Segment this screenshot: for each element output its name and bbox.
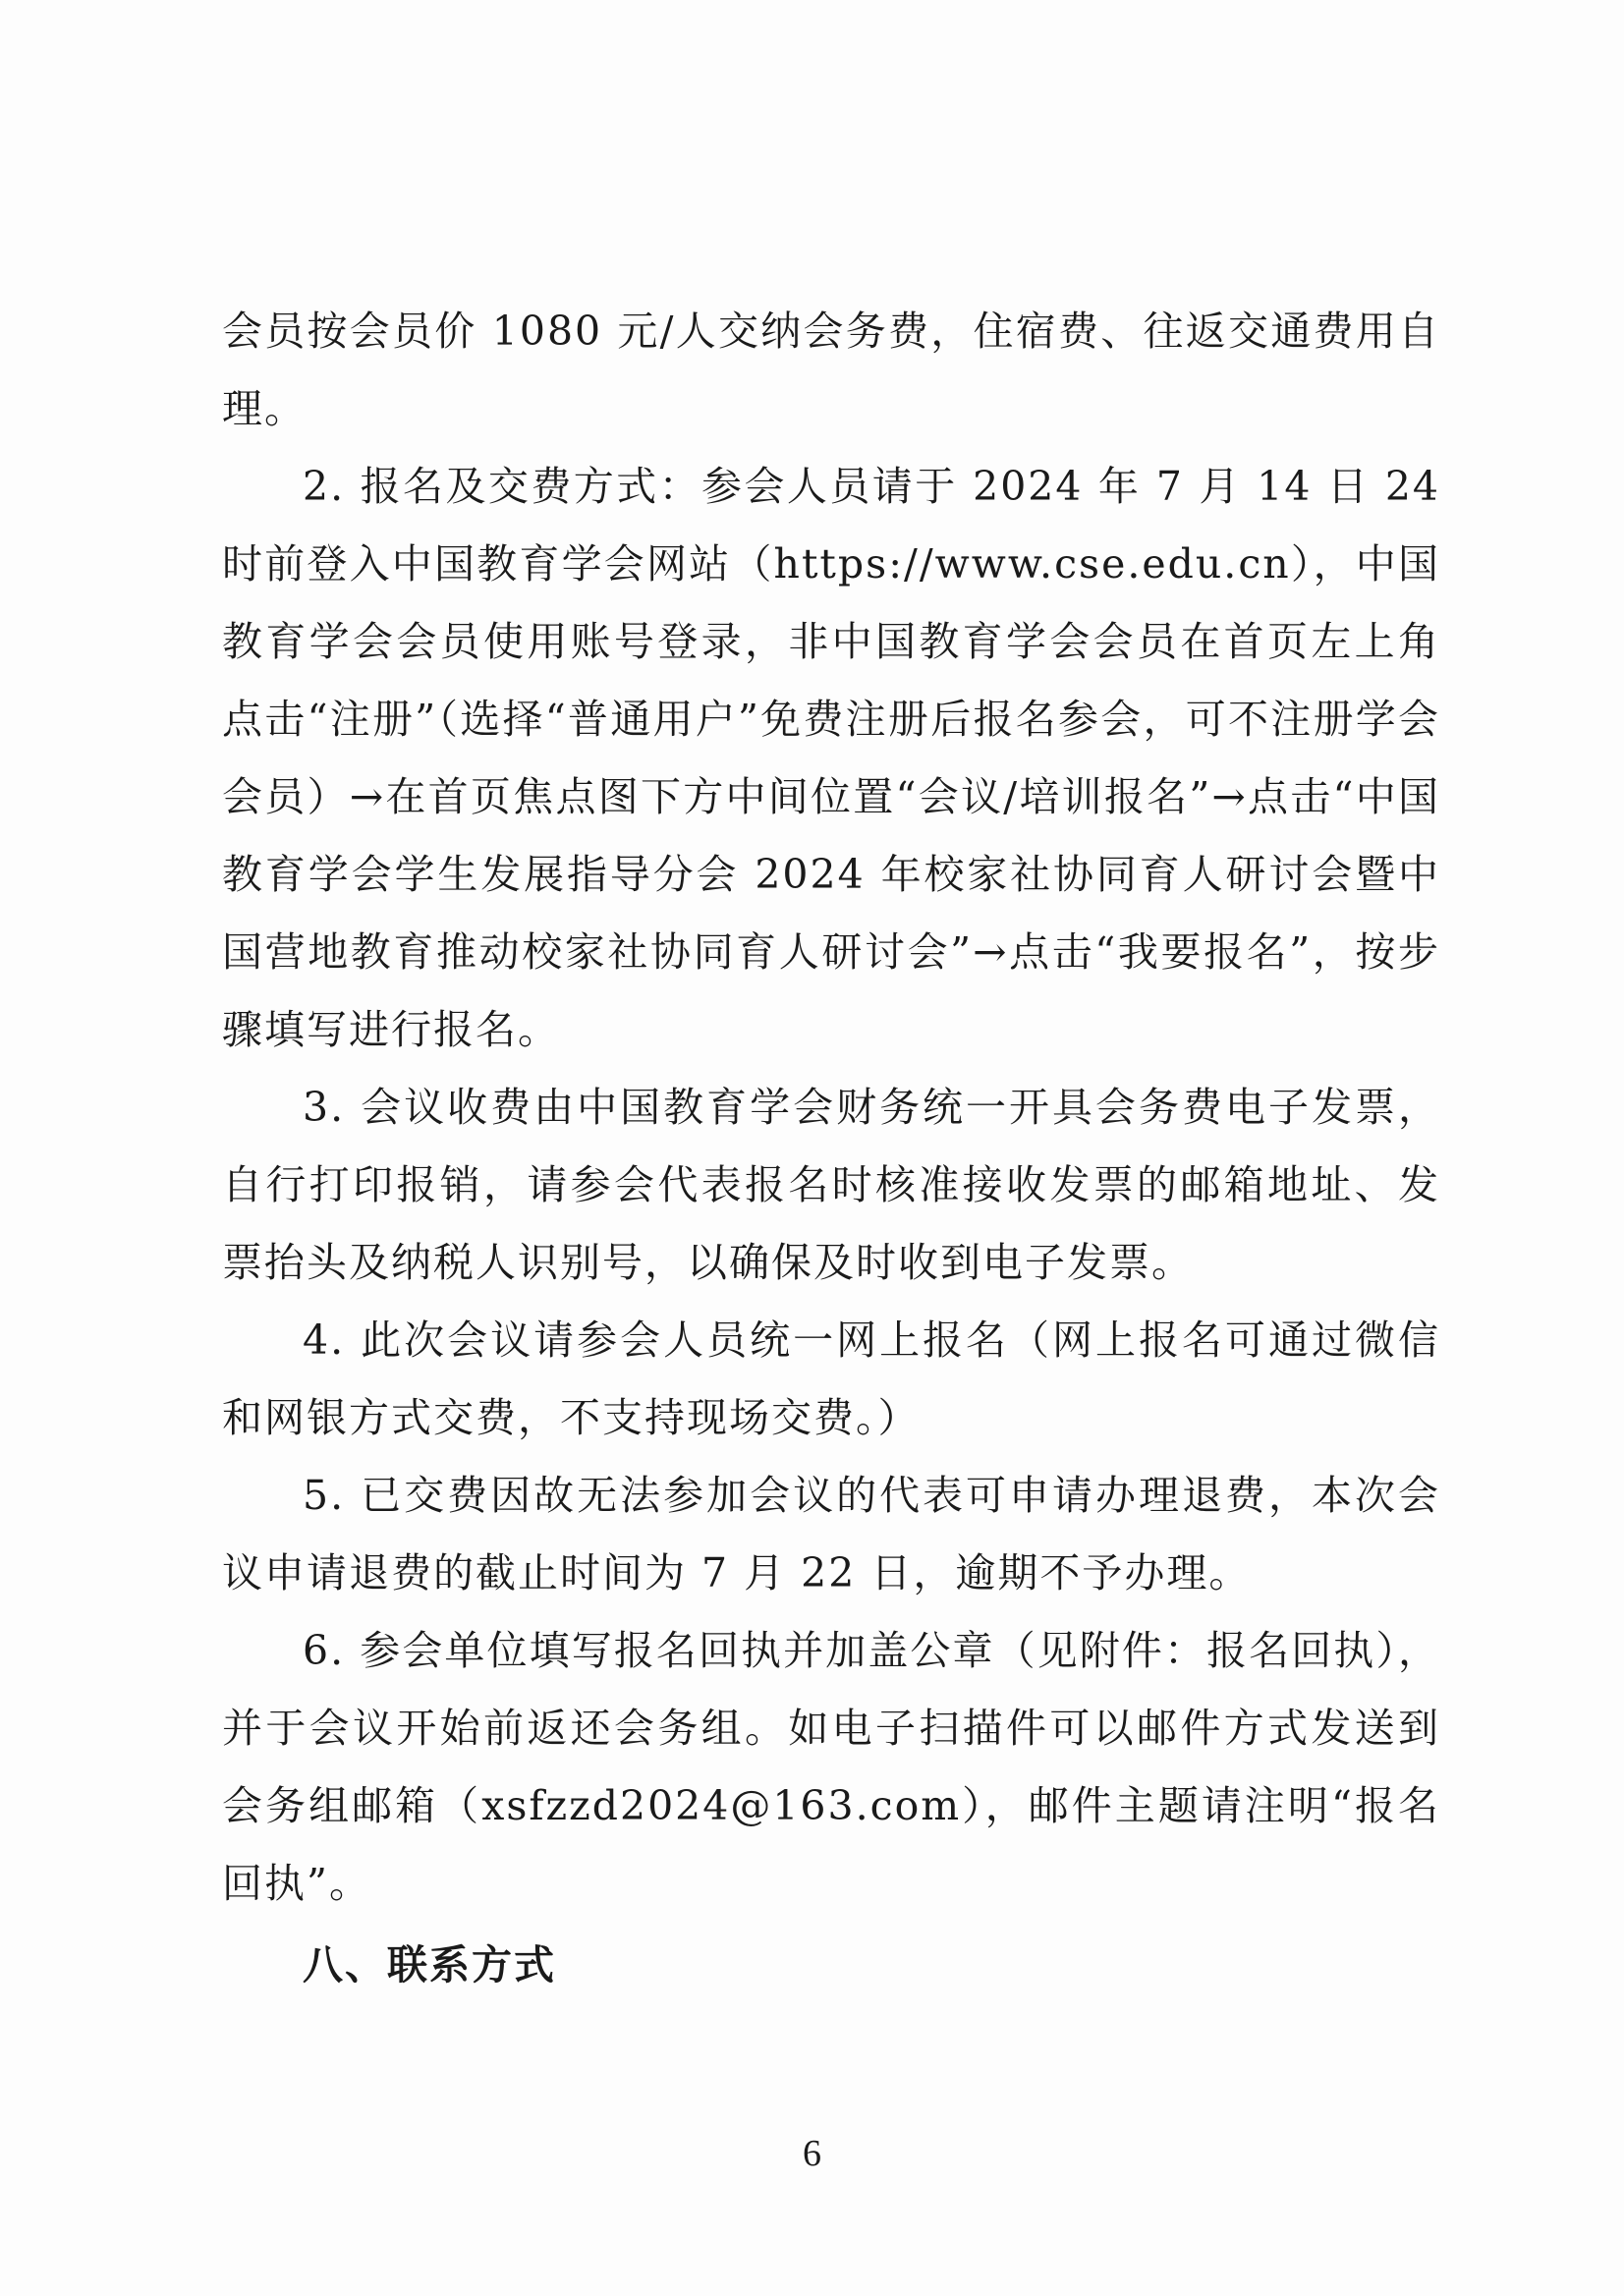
document-body [222, 293, 1440, 2004]
paragraph-invoice: 3. 会议收费由中国教育学会财务统一开具会务费电子发票，自行打印报销，请参会代表报名时核准接收发票的邮箱地址、发票抬头及纳税人识别号，以确保及时收到电子发票。 [222, 1084, 1440, 1286]
paragraph-receipt: 6. 参会单位填写报名回执并加盖公章（见附件：报名回执），并于会议开始前返还会务组。如电子扫描件可以邮件方式发送到会务组邮箱（xsfzzd2024@163.com），邮件主题请注明“报名回执”。 [222, 1627, 1440, 1907]
page-number: 6 [803, 2133, 821, 2174]
paragraph-refund: 5. 已交费因故无法参加会议的代表可申请办理退费，本次会议申请退费的截止时间为 7 月 22 日，逾期不予办理。 [222, 1472, 1440, 1596]
paragraph-fee-continued: 会员按会员价 1080 元/人交纳会务费，住宿费、往返交通费用自理。 [222, 308, 1440, 432]
paragraph-online-registration: 4. 此次会议请参会人员统一网上报名（网上报名可通过微信和网银方式交费，不支持现场交费。） [222, 1316, 1440, 1441]
paragraph-registration-method: 2. 报名及交费方式：参会人员请于 2024 年 7 月 14 日 24 时前登入中国教育学会网站（https://www.cse.edu.cn），中国教育学会会员使用账号登录，非中国教育学会会员在首页左上角点击“注册”（选择“普通用户”免费注册后报名参会，可不注册学会会员）→在首页焦点图下方中间位置“会议/培训报名”→点击“中国教育学会学生发展指导分会 2024 年校家社协同育人研讨会暨中国营地教育推动校家社协同育人研讨会”→点击“我要报名”，按步骤填写进行报名。 [222, 463, 1440, 1053]
section-heading-contact: 八、联系方式 [303, 1941, 556, 1988]
